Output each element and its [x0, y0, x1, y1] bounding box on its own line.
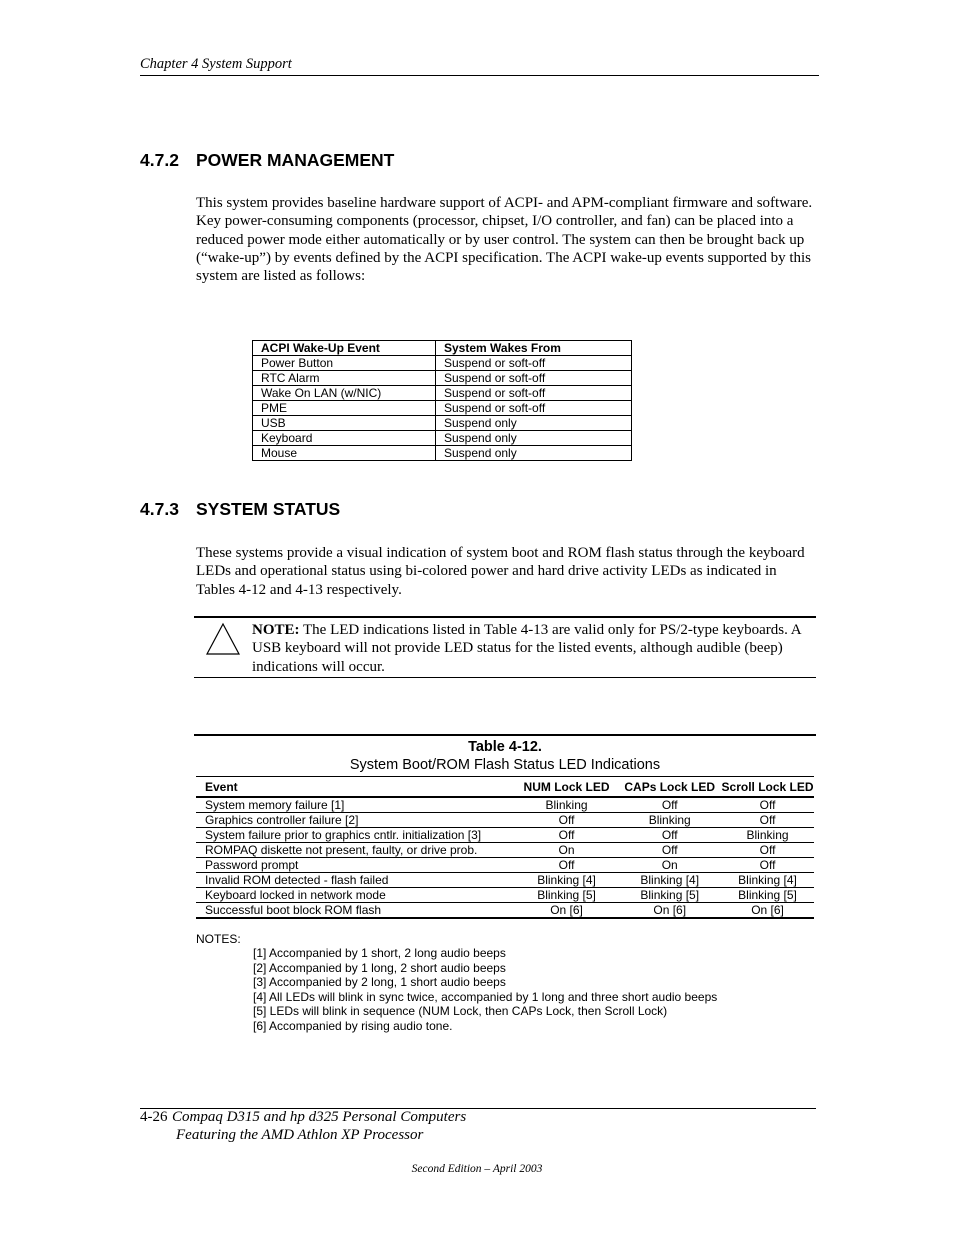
system-status-paragraph: These systems provide a visual indication of system boot and ROM flash status through the keyboard LEDs and operational status using bi-colored power and hard drive activity LEDs as indicated in Tables 4-12 and 4-13 respectively. — [196, 545, 805, 598]
table-row — [253, 356, 632, 371]
caution-triangle-icon — [205, 622, 241, 656]
table-cell: Off — [618, 797, 721, 813]
note-item: [3] Accompanied by 2 long, 1 short audio beeps — [253, 975, 506, 989]
table-header-cell: CAPs Lock LED — [618, 777, 721, 798]
table-412-subtitle: System Boot/ROM Flash Status LED Indications — [349, 757, 661, 773]
table-cell: Off — [721, 858, 814, 873]
table-cell: Blinking [5] — [721, 888, 814, 903]
table-row — [253, 416, 632, 431]
table-cell: RTC Alarm — [253, 371, 436, 386]
table-cell: Blinking — [515, 797, 619, 813]
note-top-rule — [194, 616, 816, 618]
table-notes — [253, 946, 717, 1033]
table-header-cell: Scroll Lock LED — [721, 777, 814, 798]
table-cell: Blinking [4] — [618, 873, 721, 888]
table-cell: Blinking [4] — [515, 873, 619, 888]
table-cell: Power Button — [253, 356, 436, 371]
section-title: POWER MANAGEMENT — [196, 150, 395, 170]
table-cell: Suspend or soft-off — [436, 401, 632, 416]
header-rule — [140, 75, 819, 76]
table-header-row — [196, 777, 814, 798]
table-cell: Blinking [5] — [618, 888, 721, 903]
power-management-paragraph: This system provides baseline hardware support of ACPI- and APM-compliant firmware and software. Key power-consuming components (processor, chipset, I/O controller, and fan) can be placed into a reduced power mode either automatically or by user control. The system can then be brought back up (“wake-up”) by events defined by the ACPI specification. The ACPI wake-up events supported by this system are listed as follows: — [196, 195, 813, 285]
table-412-top-rule — [194, 734, 816, 736]
table-cell: Successful boot block ROM flash — [196, 903, 515, 919]
table-cell: Blinking — [618, 813, 721, 828]
table-cell: USB — [253, 416, 436, 431]
table-cell: On [6] — [515, 903, 619, 919]
led-status-table — [196, 776, 814, 919]
table-cell: Wake On LAN (w/NIC) — [253, 386, 436, 401]
table-row — [253, 371, 632, 386]
note-body: The LED indications listed in Table 4-13 are valid only for PS/2-type keyboards. A USB keyboard will not provide LED status for the listed events, although audible (beep) indications will occur. — [252, 622, 801, 675]
table-row — [196, 903, 814, 919]
table-cell: Suspend or soft-off — [436, 356, 632, 371]
table-cell: Off — [515, 858, 619, 873]
section-number: 4.7.2 — [140, 150, 179, 170]
table-cell: Blinking [5] — [515, 888, 619, 903]
note-label: NOTE: — [252, 622, 300, 638]
section-title: SYSTEM STATUS — [196, 499, 341, 519]
table-row — [196, 813, 814, 828]
table-cell: Suspend or soft-off — [436, 371, 632, 386]
table-row — [196, 888, 814, 903]
section-heading-system-status — [140, 499, 340, 520]
table-row — [196, 873, 814, 888]
table-header-cell: Event — [196, 777, 515, 798]
note-item: [2] Accompanied by 1 long, 2 short audio beeps — [253, 960, 506, 975]
table-cell: Blinking — [721, 828, 814, 843]
table-cell: PME — [253, 401, 436, 416]
table-cell: Blinking [4] — [721, 873, 814, 888]
table-cell: Suspend only — [436, 416, 632, 431]
table-header-row — [253, 341, 632, 356]
table-cell: Off — [618, 828, 721, 843]
table-row — [253, 386, 632, 401]
table-cell: Off — [721, 813, 814, 828]
footer-title-line1: Compaq D315 and hp d325 Personal Computers — [172, 1109, 467, 1125]
table-cell: Off — [515, 828, 619, 843]
table-cell: System memory failure [1] — [196, 797, 515, 813]
table-cell: Off — [721, 797, 814, 813]
table-cell: System failure prior to graphics cntlr. initialization [3] — [196, 828, 515, 843]
table-row — [253, 431, 632, 446]
table-row — [196, 858, 814, 873]
table-cell: Suspend only — [436, 431, 632, 446]
table-row — [253, 446, 632, 461]
table-cell: Keyboard locked in network mode — [196, 888, 515, 903]
note-text — [252, 621, 812, 676]
table-cell: On [6] — [721, 903, 814, 919]
table-cell: On — [515, 843, 619, 858]
table-cell: Off — [515, 813, 619, 828]
table-cell: Off — [721, 843, 814, 858]
table-row — [196, 797, 814, 813]
table-cell: On — [618, 858, 721, 873]
table-cell: Suspend only — [436, 446, 632, 461]
footer-title-line2: Featuring the AMD Athlon XP Processor — [176, 1127, 424, 1143]
table-cell: Keyboard — [253, 431, 436, 446]
table-cell: Password prompt — [196, 858, 515, 873]
page-number: 4-26 — [140, 1109, 168, 1125]
table-row — [196, 828, 814, 843]
section-number: 4.7.3 — [140, 499, 179, 519]
note-bottom-rule — [194, 677, 816, 678]
section-heading-power-management — [140, 150, 394, 171]
table-header-cell: ACPI Wake-Up Event — [253, 341, 436, 356]
edition-label: Second Edition – April 2003 — [411, 1163, 543, 1175]
running-header: Chapter 4 System Support — [140, 56, 292, 72]
table-cell: Graphics controller failure [2] — [196, 813, 515, 828]
table-row — [253, 401, 632, 416]
acpi-wake-table — [252, 340, 632, 461]
table-header-cell: NUM Lock LED — [515, 777, 619, 798]
table-cell: ROMPAQ diskette not present, faulty, or drive prob. — [196, 843, 515, 858]
note-item: [5] LEDs will blink in sequence (NUM Lock, then CAPs Lock, then Scroll Lock) — [253, 1004, 668, 1018]
table-header-cell: System Wakes From — [436, 341, 632, 356]
note-item: [4] All LEDs will blink in sync twice, accompanied by 1 long and three short audio beeps — [253, 989, 718, 1004]
table-412-title: Table 4-12. — [468, 739, 542, 755]
table-cell: On [6] — [618, 903, 721, 919]
note-item: [6] Accompanied by rising audio tone. — [253, 1018, 453, 1033]
table-row — [196, 843, 814, 858]
notes-label: NOTES: — [196, 932, 241, 946]
table-cell: Off — [618, 843, 721, 858]
note-item: [1] Accompanied by 1 short, 2 long audio beeps — [253, 946, 506, 960]
table-cell: Mouse — [253, 446, 436, 461]
table-cell: Suspend or soft-off — [436, 386, 632, 401]
table-cell: Invalid ROM detected - flash failed — [196, 873, 515, 888]
